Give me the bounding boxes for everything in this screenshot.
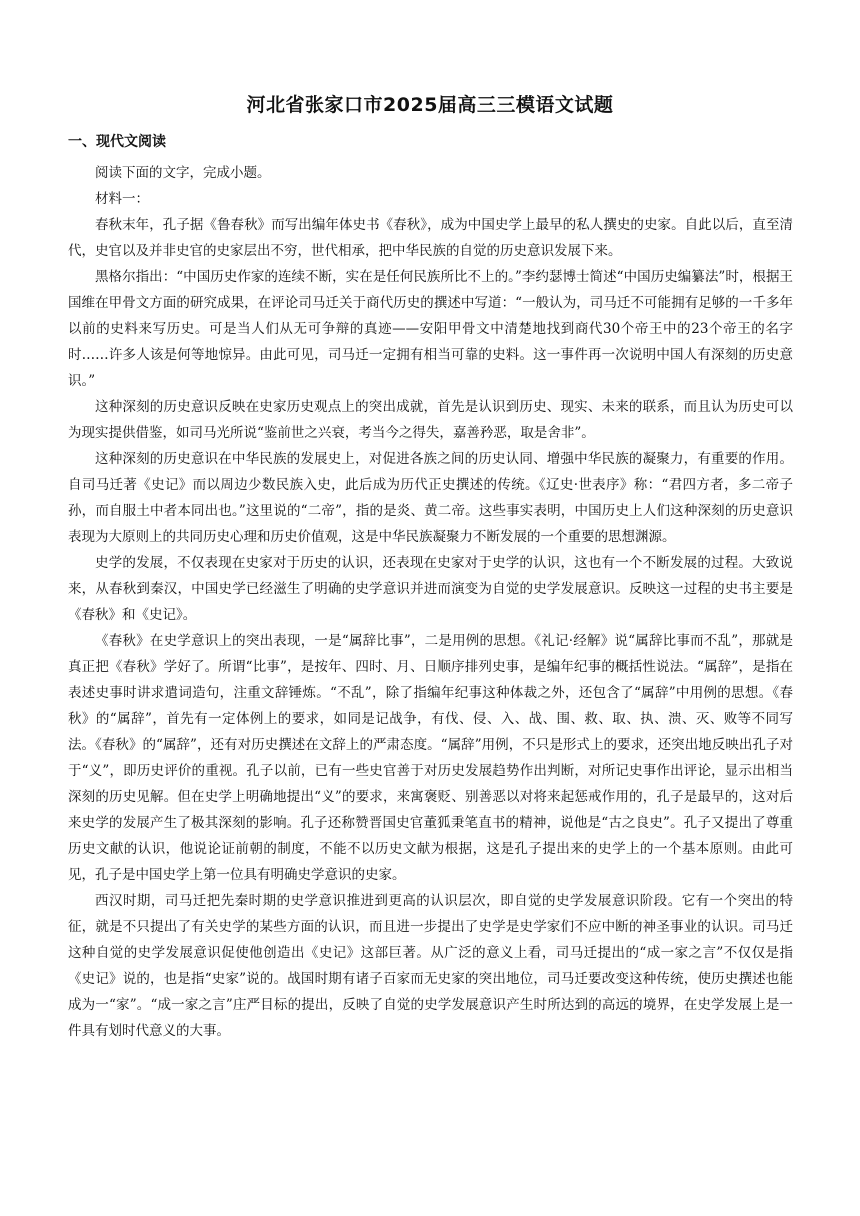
paragraph: 西汉时期，司马迁把先秦时期的史学意识推进到更高的认识层次，即自觉的史学发展意识阶段。它有一个突出的特征，就是不只提出了有关史学的某些方面的认识，而且进一步提出了史学是史学家们不应中断的神圣事业的认识。司马迁这种自觉的史学发展意识促使他创造出《史记》这部巨著。从广泛的意义上看，司马迁提出的“成一家之言”不仅仅是指《史记》说的，也是指“史家”说的。战国时期有诸子百家而无史家的突出地位，司马迁要改变这种传统，使历史撰述也能成为一“家”。“成一家之言”庄严目标的提出，反映了自觉的史学发展意识产生时所达到的高远的境界，在史学发展上是一件具有划时代意义的大事。 xyxy=(68,893,793,1039)
paragraph: 史学的发展，不仅表现在史家对于历史的认识，还表现在史家对于史学的认识，这也有一个不断发展的过程。大致说来，从春秋到秦汉，中国史学已经滋生了明确的史学意识并进而演变为自觉的史学发展意识。反映这一过程的史书主要是《春秋》和《史记》。 xyxy=(68,555,793,623)
section-heading: 一、现代文阅读 xyxy=(68,134,166,150)
paragraph: 黑格尔指出：“中国历史作家的连续不断，实在是任何民族所比不上的。”李约瑟博士简述“中国历史编纂法”时，根据王国维在甲骨文方面的研究成果，在评论司马迁关于商代历史的撰述中写道：“一般认为，司马迁不可能拥有足够的一千多年以前的史料来写历史。可是当人们从无可争辩的真迹——安阳甲骨文中清楚地找到商代30个帝王中的23个帝王的名字时……许多人该是何等地惊异。由此可见，司马迁一定拥有相当可靠的史料。这一事件再一次说明中国人有深刻的历史意识。” xyxy=(68,269,793,389)
paragraph-material-label: 材料一： xyxy=(95,191,149,207)
document-body xyxy=(68,160,793,1044)
paragraph-instruction: 阅读下面的文字，完成小题。 xyxy=(95,165,271,181)
paragraph: 《春秋》在史学意识上的突出表现，一是“属辞比事”，二是用例的思想。《礼记·经解》说“属辞比事而不乱”，那就是真正把《春秋》学好了。所谓“比事”，是按年、四时、月、日顺序排列史事，是编年纪事的概括性说法。“属辞”，是指在表述史事时讲求遣词造句，注重文辞锤炼。“不乱”，除了指编年纪事这种体裁之外，还包含了“属辞”中用例的思想。《春秋》的“属辞”，首先有一定体例上的要求，如同是记战争，有伐、侵、入、战、围、救、取、执、溃、灭、败等不同写法。《春秋》的“属辞”，还有对历史撰述在文辞上的严肃态度。“属辞”用例，不只是形式上的要求，还突出地反映出孔子对于“义”，即历史评价的重视。孔子以前，已有一些史官善于对历史发展趋势作出判断，对所记史事作出评论，显示出相当深刻的历史见解。但在史学上明确地提出“义”的要求，来寓褒贬、别善恶以对将来起惩戒作用的，孔子是最早的，这对后来史学的发展产生了极其深刻的影响。孔子还称赞晋国史官董狐秉笔直书的精神，说他是“古之良史”。孔子又提出了尊重历史文献的认识，他说论证前朝的制度，不能不以历史文献为根据，这是孔子提出来的史学上的一个基本原则。由此可见，孔子是中国史学上第一位具有明确史学意识的史家。 xyxy=(68,633,793,883)
paragraph: 这种深刻的历史意识在中华民族的发展史上，对促进各族之间的历史认同、增强中华民族的凝聚力，有重要的作用。自司马迁著《史记》而以周边少数民族入史，此后成为历代正史撰述的传统。《辽史·世表序》称：“君四方者，多二帝子孙，而自服土中者本同出也。”这里说的“二帝”，指的是炎、黄二帝。这些事实表明，中国历史上人们这种深刻的历史意识表现为大原则上的共同历史心理和历史价值观，这是中华民族凝聚力不断发展的一个重要的思想渊源。 xyxy=(68,451,793,545)
paragraph: 春秋末年，孔子据《鲁春秋》而写出编年体史书《春秋》，成为中国史学上最早的私人撰史的史家。自此以后，直至清代，史官以及并非史官的史家层出不穷，世代相承，把中华民族的自觉的历史意识发展下来。 xyxy=(68,217,793,259)
paragraph: 这种深刻的历史意识反映在史家历史观点上的突出成就，首先是认识到历史、现实、未来的联系，而且认为历史可以为现实提供借鉴，如司马光所说“鉴前世之兴衰，考当今之得失，嘉善矜恶，取是舍非”。 xyxy=(68,399,793,441)
document-title: 河北省张家口市2025届高三三模语文试题 xyxy=(246,94,614,116)
